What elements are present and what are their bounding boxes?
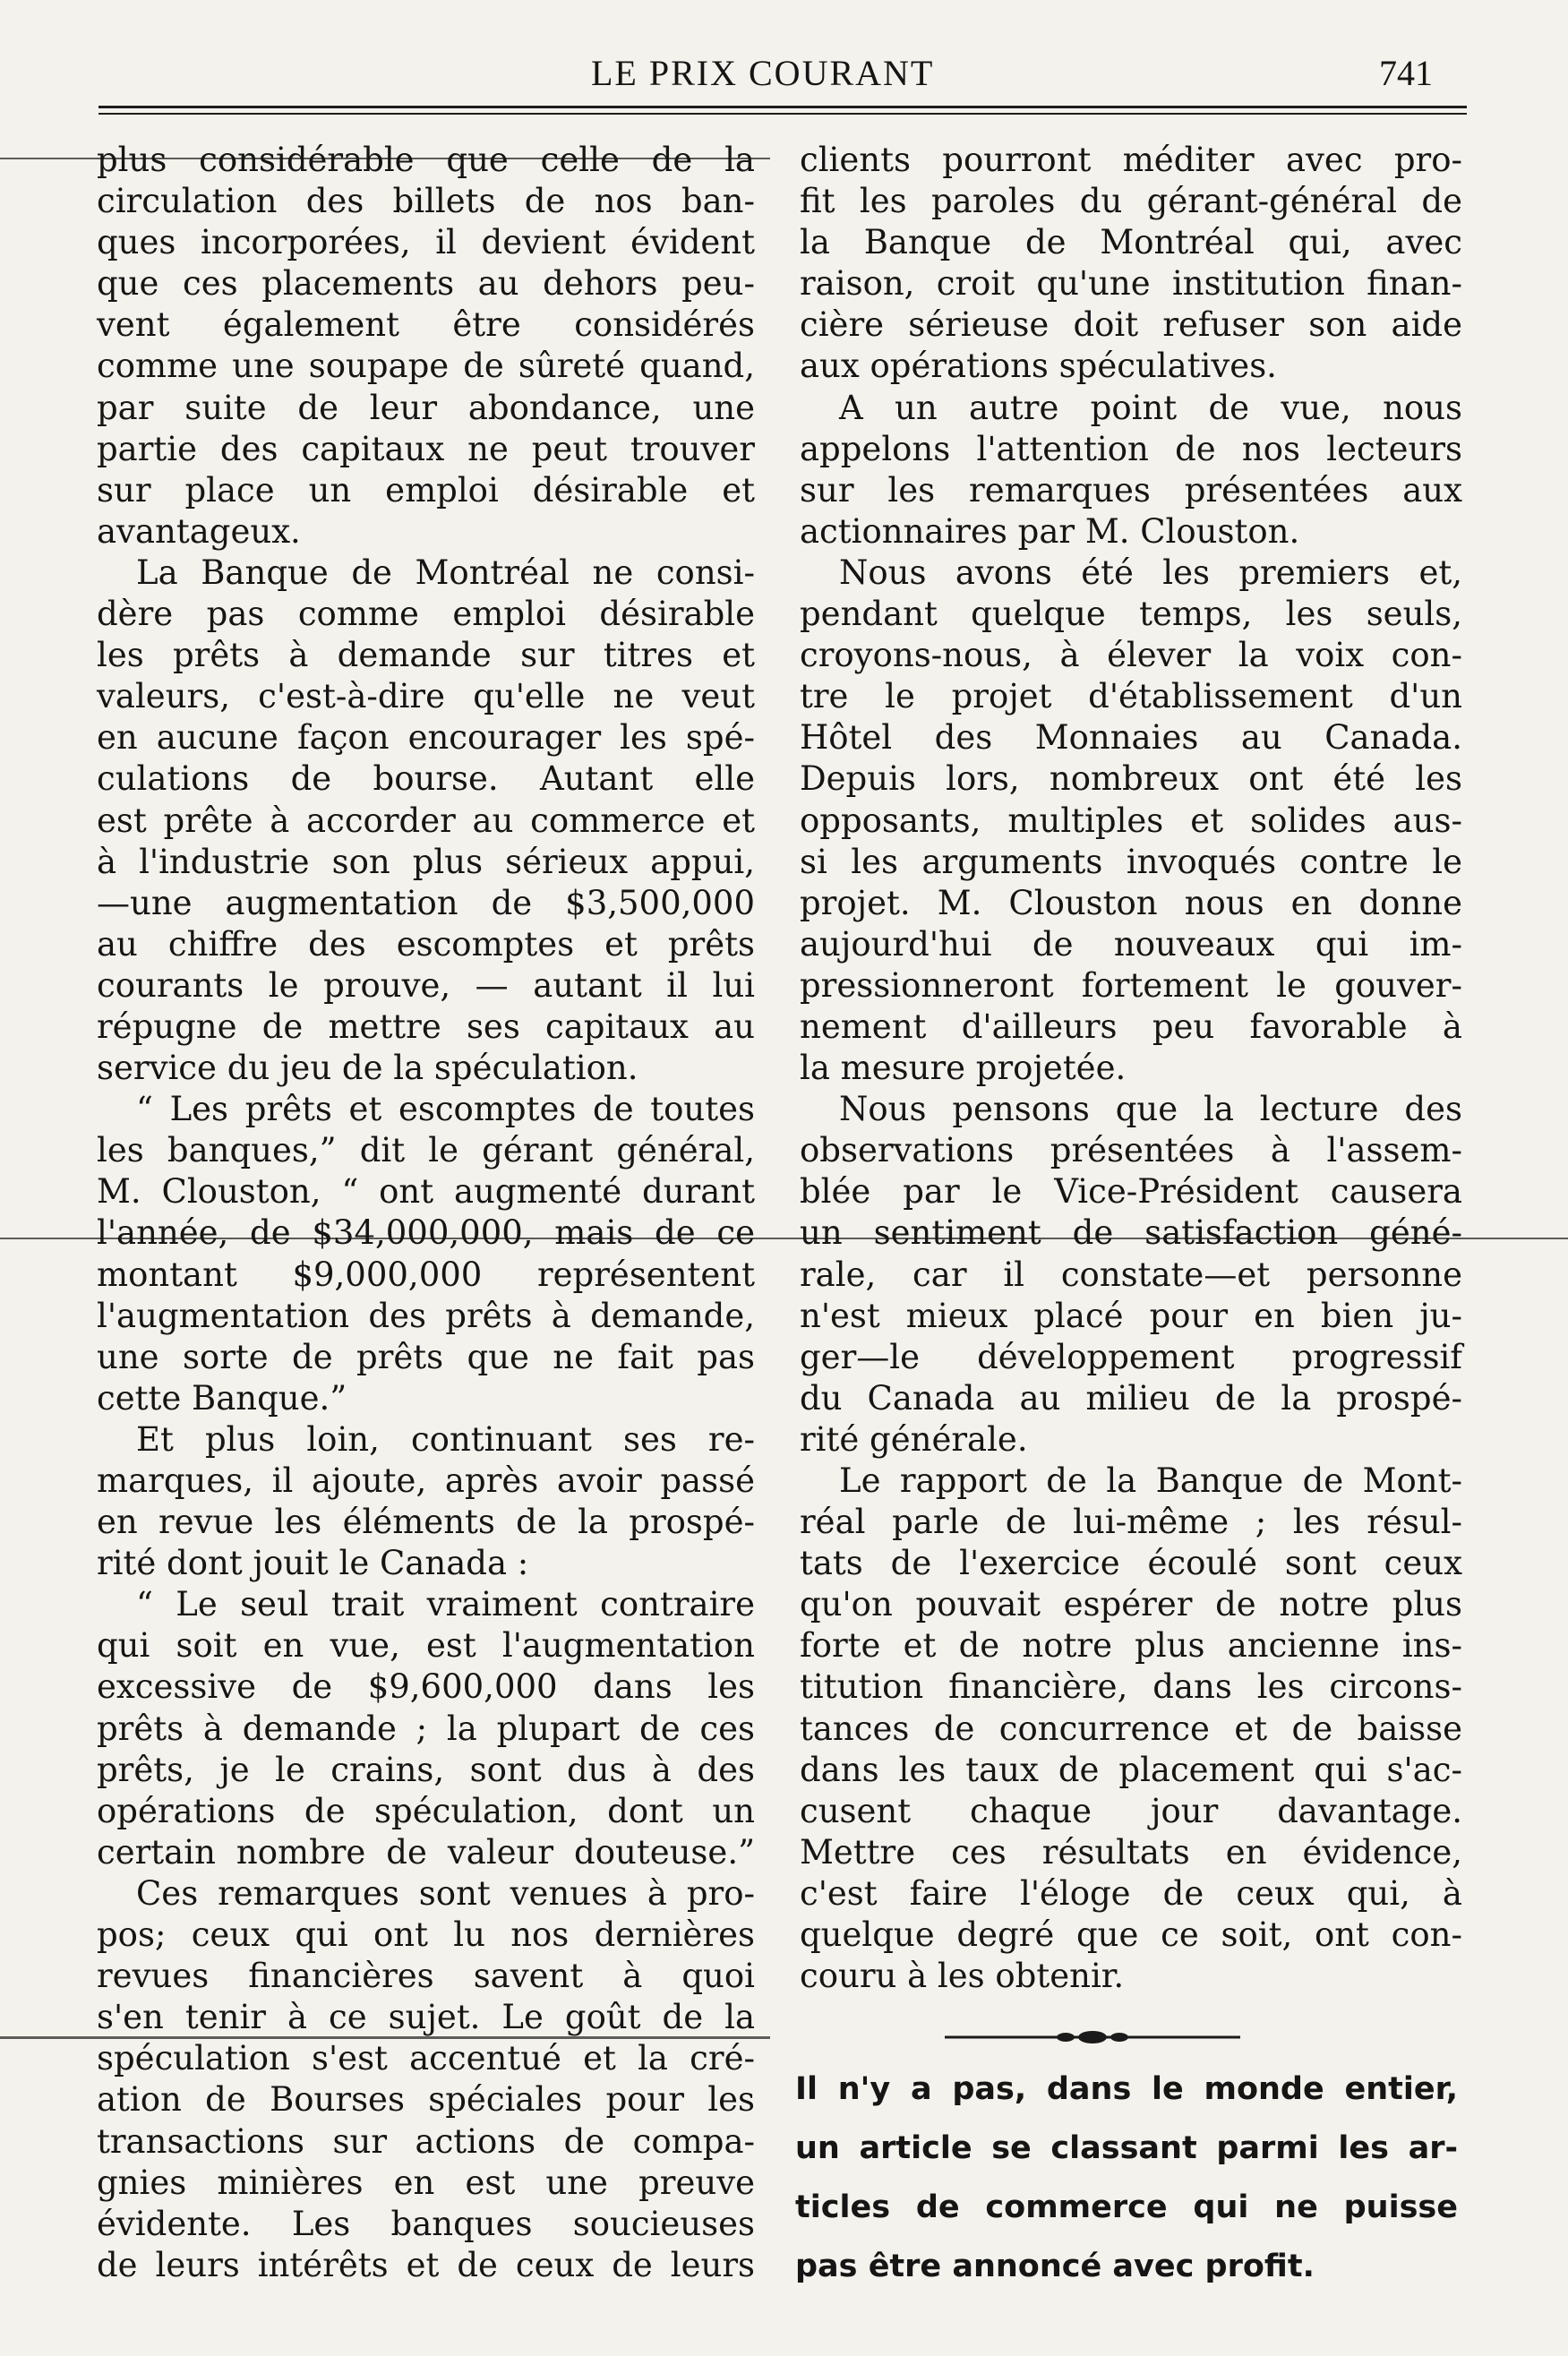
right-column-line: quelque degré que ce soit, ont con- <box>800 1915 1462 1955</box>
right-column-line: la mesure projetée. <box>800 1049 1127 1088</box>
right-column-line: projet. M. Clouston nous en donne <box>800 883 1462 922</box>
left-column-line: est prête à accorder au commerce et <box>97 801 755 840</box>
left-column <box>97 140 755 2286</box>
left-column-line: valeurs, c'est-à-dire qu'elle ne veut <box>97 677 755 716</box>
right-column-line: tre le projet d'établissement d'un <box>800 677 1462 716</box>
right-column-line: cusent chaque jour davantage. <box>800 1791 1462 1830</box>
notice-line: ticles de commerce qui ne puisse <box>795 2189 1458 2225</box>
right-column-line: forte et de notre plus ancienne ins- <box>800 1626 1462 1666</box>
left-column-line: La Banque de Montréal ne consi- <box>136 553 755 592</box>
left-column-line: cette Banque.” <box>97 1378 347 1418</box>
right-column-line: raison, croit qu'une institution finan- <box>800 264 1462 304</box>
right-column-line: appelons l'attention de nos lecteurs <box>800 429 1462 468</box>
left-column-line: service du jeu de la spéculation. <box>97 1049 638 1088</box>
left-column-line: revues financières savent à quoi <box>97 1957 755 1996</box>
left-column-line: une sorte de prêts que ne fait pas <box>97 1337 755 1376</box>
left-column-line: “ Le seul trait vraiment contraire <box>136 1585 755 1624</box>
left-column-line: ques incorporées, il devient évident <box>97 223 755 262</box>
right-column-line: aujourd'hui de nouveaux qui im- <box>800 924 1462 964</box>
right-column-line: couru à les obtenir. <box>800 1957 1125 1996</box>
right-column-line: aux opérations spéculatives. <box>800 347 1277 386</box>
left-column-line: courants le prouve, — autant il lui <box>97 965 755 1005</box>
right-column-line: croyons-nous, à élever la voix con- <box>800 636 1462 675</box>
right-column-line: qu'on pouvait espérer de notre plus <box>800 1585 1462 1624</box>
advertising-notice <box>795 2060 1458 2296</box>
right-column-line: rité générale. <box>800 1419 1028 1459</box>
right-column-line: fit les paroles du gérant-général de <box>800 182 1462 221</box>
left-column-line: Ces remarques sont venues à pro- <box>136 1873 755 1913</box>
left-column-line: comme une soupape de sûreté quand, <box>97 347 755 386</box>
left-column-line: de leurs intérêts et de ceux de leurs <box>97 2245 755 2284</box>
left-column-line: rité dont jouit le Canada : <box>97 1544 529 1583</box>
left-column-line: transactions sur actions de compa- <box>97 2121 755 2161</box>
right-column-line: opposants, multiples et solides aus- <box>800 801 1462 840</box>
right-column-line: Nous pensons que la lecture des <box>839 1090 1462 1129</box>
right-column-line: titution financière, dans les circons- <box>800 1667 1462 1707</box>
right-column-line: nement d'ailleurs peu favorable à <box>800 1007 1462 1046</box>
right-column-line: A un autre point de vue, nous <box>839 388 1462 427</box>
right-column-line: blée par le Vice-Président causera <box>800 1172 1462 1212</box>
right-column-line: la Banque de Montréal qui, avec <box>800 223 1462 262</box>
right-column-line: ger—le développement progressif <box>800 1337 1462 1376</box>
left-column-line: que ces placements au dehors peu- <box>97 264 755 304</box>
left-column-line: sur place un emploi désirable et <box>97 470 755 510</box>
left-column-line: marques, il ajoute, après avoir passé <box>97 1461 755 1500</box>
left-column-line: répugne de mettre ses capitaux au <box>97 1007 755 1046</box>
right-column-line: réal parle de lui-même ; les résul- <box>800 1503 1462 1542</box>
left-column-line: spéculation s'est accentué et la cré- <box>97 2039 755 2078</box>
right-column-line: actionnaires par M. Clouston. <box>800 511 1300 551</box>
left-column-line: certain nombre de valeur douteuse.” <box>97 1832 755 1872</box>
left-column-line: montant $9,000,000 représentent <box>97 1255 755 1294</box>
left-column-line: prêts, je le crains, sont dus à des <box>97 1750 755 1789</box>
right-column-line: tats de l'exercice écoulé sont ceux <box>800 1544 1462 1583</box>
left-column-line: circulation des billets de nos ban- <box>97 182 755 221</box>
left-column-line: au chiffre des escomptes et prêts <box>97 924 755 964</box>
right-column-line: Mettre ces résultats en évidence, <box>800 1832 1462 1872</box>
left-column-line: s'en tenir à ce sujet. Le goût de la <box>97 1998 755 2037</box>
left-column-line: avantageux. <box>97 511 301 551</box>
right-column-line: Hôtel des Monnaies au Canada. <box>800 718 1462 758</box>
right-column-line: cière sérieuse doit refuser son aide <box>800 305 1462 345</box>
right-column-line: un sentiment de satisfaction géné- <box>800 1213 1462 1253</box>
right-column-line: Depuis lors, nombreux ont été les <box>800 759 1462 799</box>
right-column-line: pressionneront fortement le gouver- <box>800 965 1462 1005</box>
header-rule-bottom <box>99 113 1467 115</box>
left-column-line: dère pas comme emploi désirable <box>97 595 755 634</box>
right-column-line: c'est faire l'éloge de ceux qui, à <box>800 1873 1462 1913</box>
notice-line: Il n'y a pas, dans le monde entier, <box>795 2071 1458 2107</box>
right-column-line: si les arguments invoqués contre le <box>800 842 1462 881</box>
left-column-line: plus considérable que celle de la <box>97 141 755 179</box>
right-column-line: tances de concurrence et de baisse <box>800 1709 1462 1748</box>
left-column-line: M. Clouston, “ ont augmenté durant <box>97 1172 755 1212</box>
right-column-line: dans les taux de placement qui s'ac- <box>800 1750 1462 1789</box>
right-column-line: n'est mieux placé pour en bien ju- <box>800 1296 1462 1335</box>
left-column-line: culations de bourse. Autant elle <box>97 759 755 799</box>
left-column-line: en revue les éléments de la prospé- <box>97 1503 755 1542</box>
right-column-line: sur les remarques présentées aux <box>800 470 1462 510</box>
left-column-line: prêts à demande ; la plupart de ces <box>97 1709 755 1748</box>
left-column-line: par suite de leur abondance, une <box>97 388 755 427</box>
left-column-line: les prêts à demande sur titres et <box>97 636 755 675</box>
left-column-line: l'augmentation des prêts à demande, <box>97 1296 755 1335</box>
left-column-line: vent également être considérés <box>97 305 755 345</box>
right-column-line: rale, car il constate—et personne <box>800 1255 1462 1294</box>
left-column-line: “ Les prêts et escomptes de toutes <box>136 1090 755 1129</box>
right-column-line: pendant quelque temps, les seuls, <box>800 595 1462 634</box>
right-column-line: clients pourront méditer avec pro- <box>800 141 1462 179</box>
left-column-line: —une augmentation de $3,500,000 <box>97 883 755 922</box>
left-column-line: ation de Bourses spéciales pour les <box>97 2080 755 2120</box>
left-column-line: l'année, de $34,000,000, mais de ce <box>97 1213 755 1253</box>
notice-line: pas être annoncé avec profit. <box>795 2249 1315 2284</box>
left-column-line: opérations de spéculation, dont un <box>97 1791 755 1830</box>
right-column-line: du Canada au milieu de la prospé- <box>800 1378 1462 1418</box>
page-number: 741 <box>1379 53 1433 93</box>
left-column-line: qui soit en vue, est l'augmentation <box>97 1626 755 1666</box>
right-column <box>800 140 1462 1997</box>
right-column-line: observations présentées à l'assem- <box>800 1131 1462 1170</box>
left-column-line: gnies minières en est une preuve <box>97 2163 755 2202</box>
left-column-line: Et plus loin, continuant ses re- <box>136 1419 755 1459</box>
left-column-line: à l'industrie son plus sérieux appui, <box>97 842 755 881</box>
running-header-title: LE PRIX COURANT <box>591 53 935 93</box>
left-column-line: en aucune façon encourager les spé- <box>97 718 755 758</box>
left-column-line: partie des capitaux ne peut trouver <box>97 429 755 468</box>
left-column-line: excessive de $9,600,000 dans les <box>97 1667 755 1707</box>
header-rule-top <box>99 106 1467 108</box>
left-column-line: pos; ceux qui ont lu nos dernières <box>97 1915 755 1955</box>
right-column-line: Nous avons été les premiers et, <box>839 553 1462 592</box>
ornament-divider-icon <box>945 2024 1240 2051</box>
right-column-line: Le rapport de la Banque de Mont- <box>839 1461 1462 1500</box>
left-column-line: évidente. Les banques soucieuses <box>97 2204 755 2243</box>
left-column-line: les banques,” dit le gérant général, <box>97 1131 755 1170</box>
notice-line: un article se classant parmi les ar- <box>795 2130 1458 2166</box>
